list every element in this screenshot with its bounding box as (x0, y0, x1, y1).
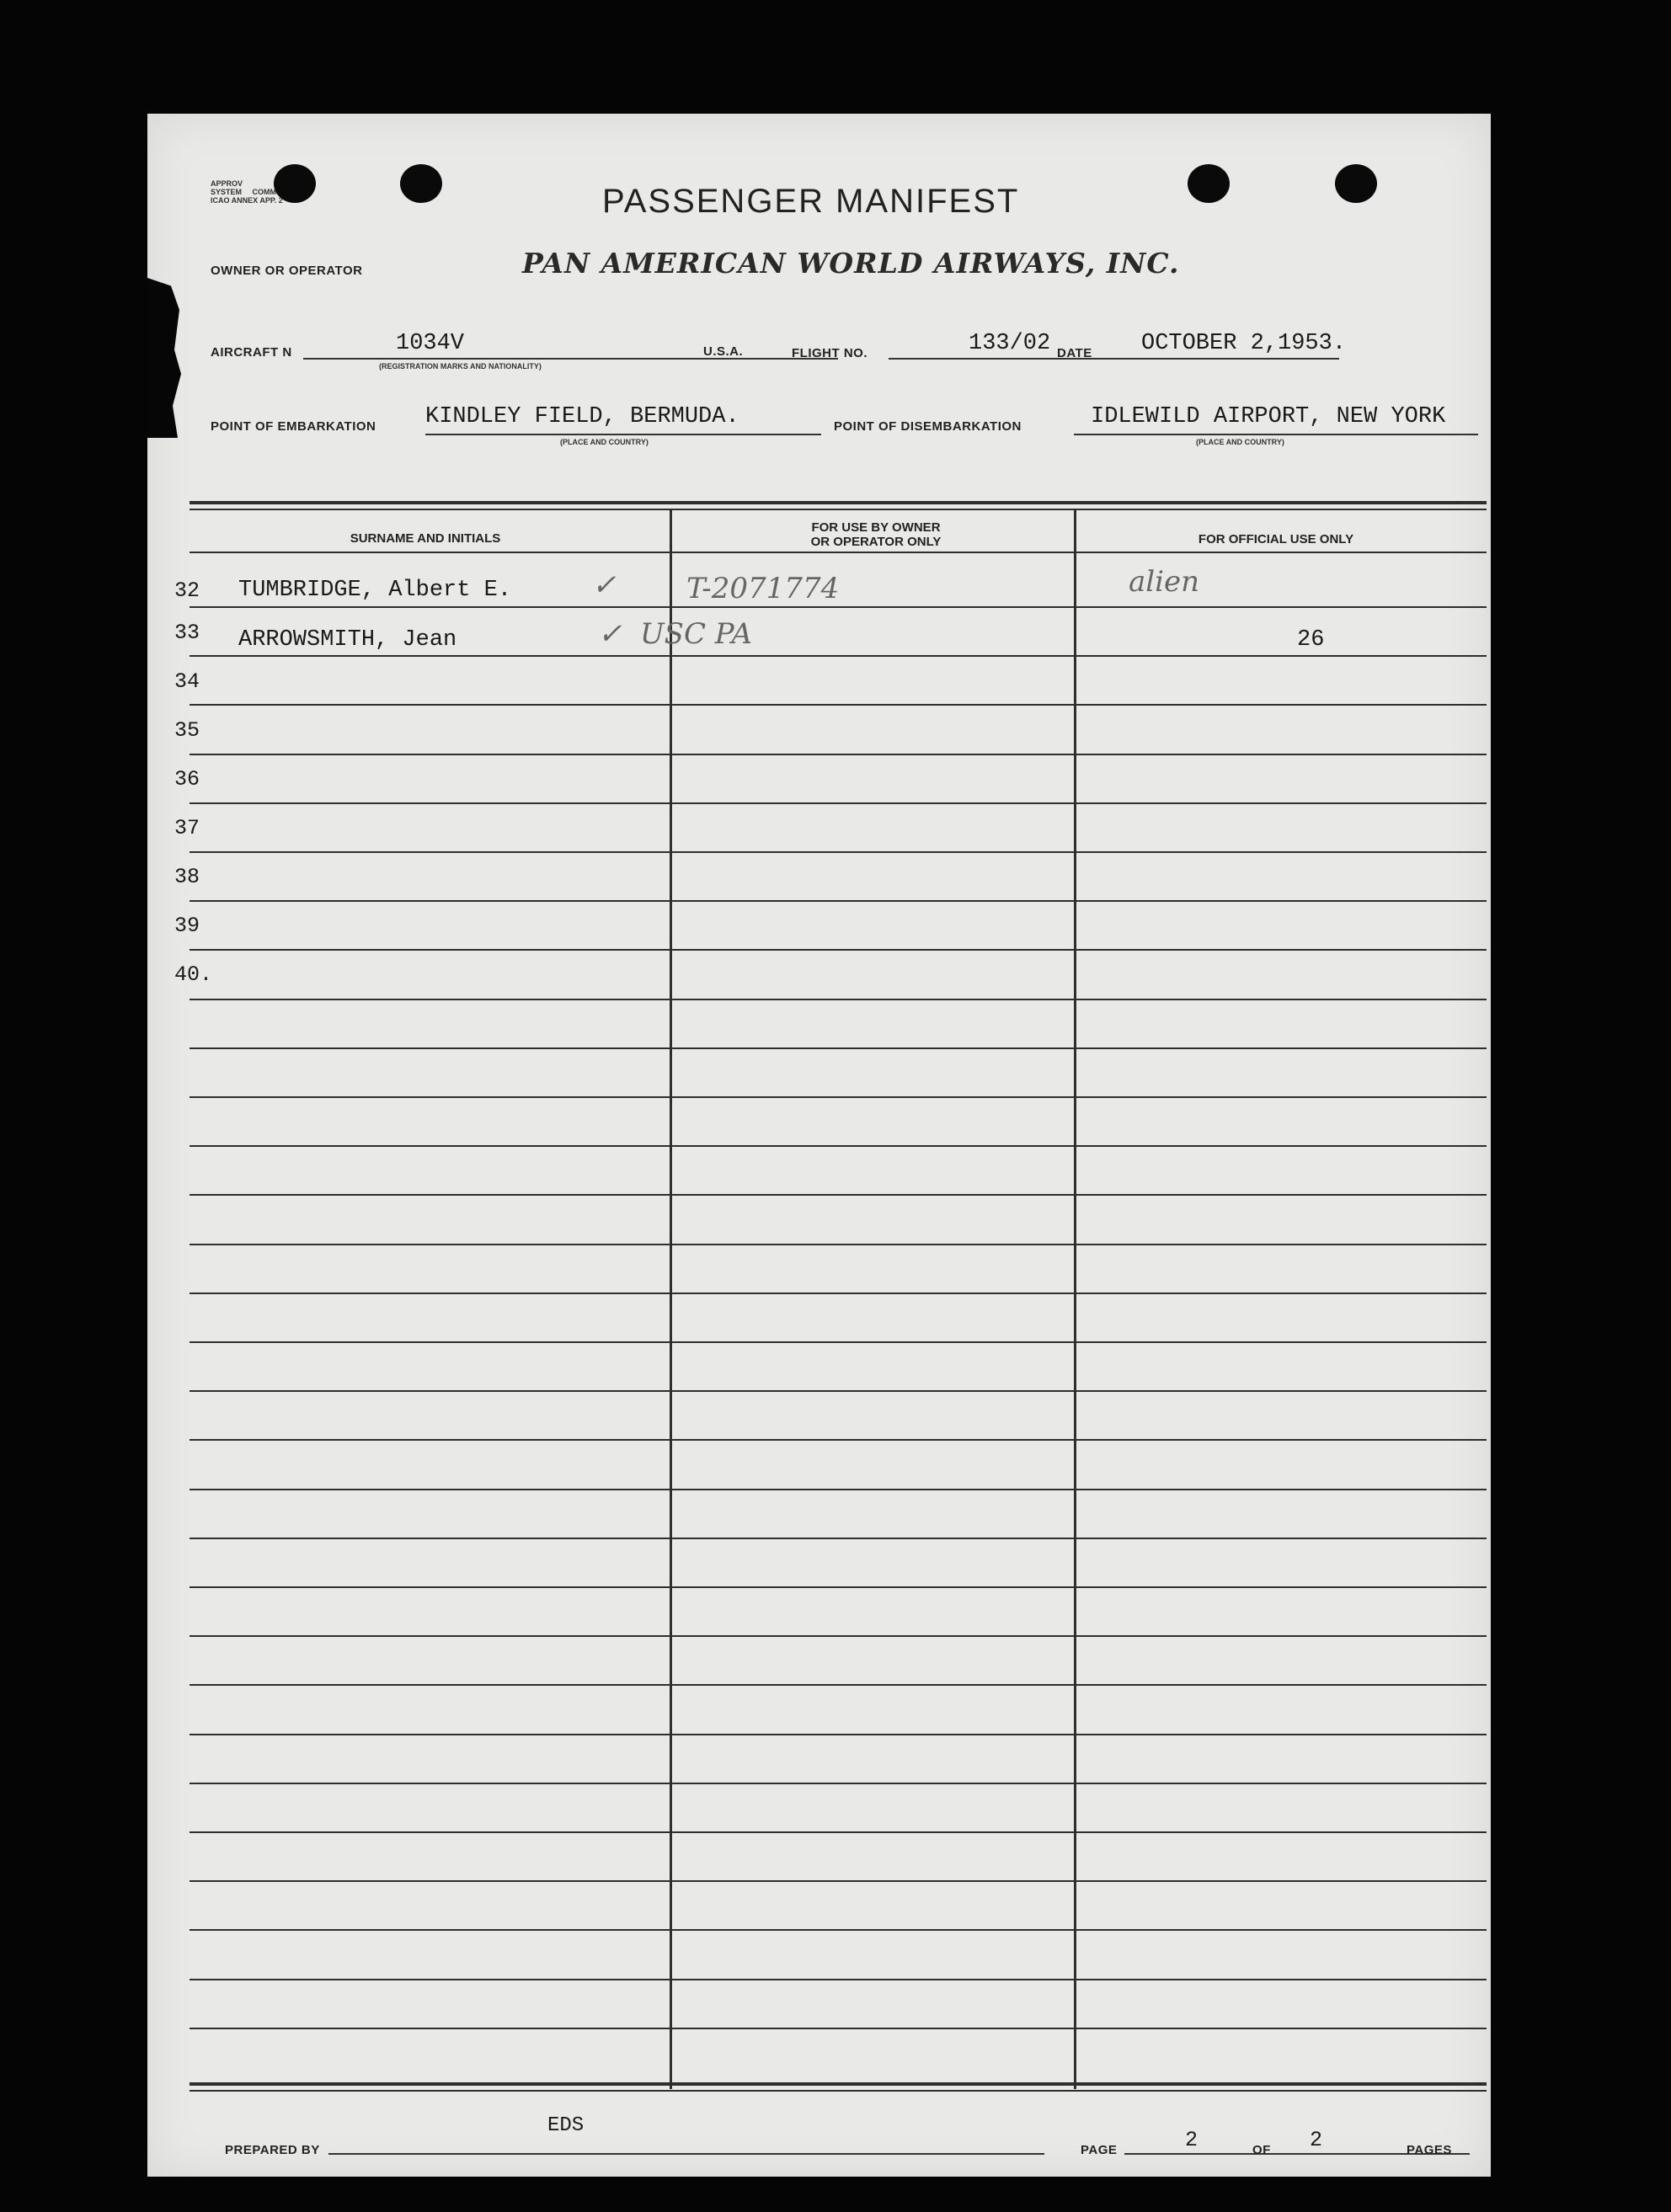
row-number: 32 (174, 578, 200, 603)
row-rule (190, 655, 1487, 657)
of-label: OF (1252, 2143, 1271, 2157)
row-number: 35 (174, 718, 200, 743)
page-value: 2 (1185, 2128, 1199, 2152)
flight-value: 133/02 (969, 331, 1051, 356)
embark-underline (425, 434, 821, 435)
date-value: OCTOBER 2,1953. (1141, 331, 1347, 356)
row-rule (190, 1145, 1487, 1147)
row-rule (190, 1929, 1487, 1931)
check-mark: ✓ (592, 568, 617, 602)
table-top-rule (190, 509, 1487, 510)
row-number: 39 (174, 914, 200, 938)
approval-line: COMM. (252, 188, 279, 196)
row-number: 37 (174, 816, 200, 840)
prepared-value: EDS (547, 2114, 585, 2137)
disembark-underline (1074, 434, 1478, 435)
row-rule (190, 1047, 1487, 1049)
row-rule (190, 1734, 1487, 1735)
disembark-value: IDLEWILD AIRPORT, NEW YORK (1091, 404, 1446, 429)
column-header-surname: SURNAME AND INITIALS (350, 531, 501, 546)
row-rule (190, 1293, 1487, 1294)
row-rule (190, 1684, 1487, 1686)
registration-note: (REGISTRATION MARKS AND NATIONALITY) (379, 362, 542, 370)
aircraft-underline (303, 358, 838, 360)
row-rule (190, 1538, 1487, 1539)
row-rule (190, 949, 1487, 951)
row-rule (190, 1783, 1487, 1784)
row-rule (190, 900, 1487, 902)
disembark-place-note: (PLACE AND COUNTRY) (1196, 438, 1284, 446)
approval-line: APPROV (211, 179, 243, 188)
row-rule (190, 1979, 1487, 1980)
aircraft-label: AIRCRAFT N (211, 345, 292, 360)
approval-line: ICAO ANNEX (211, 196, 259, 205)
manifest-sheet (147, 114, 1491, 2177)
row-number: 40. (174, 962, 213, 987)
prepared-label: PREPARED BY (225, 2143, 320, 2157)
disembark-label: POINT OF DISEMBARKATION (834, 419, 1022, 434)
column-header-owner (678, 520, 1074, 549)
punch-hole (400, 164, 442, 203)
torn-edge (147, 278, 181, 438)
row-rule (190, 1194, 1487, 1196)
of-value: 2 (1310, 2128, 1323, 2152)
page-label: PAGE (1081, 2143, 1118, 2157)
row-rule (190, 1831, 1487, 1833)
citizenship-note: USC PA (640, 617, 753, 651)
row-rule (190, 1635, 1487, 1637)
column-divider (1074, 510, 1076, 2089)
column-divider (670, 510, 672, 2089)
row-rule (190, 2028, 1487, 2029)
header-rule (190, 552, 1487, 553)
row-rule (190, 606, 1487, 608)
row-rule (190, 704, 1487, 706)
owner-label: OWNER OR OPERATOR (211, 264, 363, 278)
row-number: 38 (174, 865, 200, 889)
usa-label: U.S.A. (703, 344, 744, 359)
row-number: 36 (174, 767, 200, 792)
row-number: 34 (174, 669, 200, 694)
operator-name: PAN AMERICAN WORLD AIRWAYS, INC. (522, 247, 1180, 280)
row-number: 33 (174, 621, 200, 645)
column-header-owner-line: OR OPERATOR ONLY (810, 535, 942, 549)
prepared-underline (328, 2153, 1044, 2155)
row-rule (190, 1439, 1487, 1441)
column-header-owner-line: FOR USE BY OWNER (811, 520, 941, 535)
row-rule (190, 802, 1487, 804)
document-number: T-2071774 (686, 572, 840, 605)
flight-underline (889, 358, 1339, 360)
row-rule (190, 1341, 1487, 1343)
embark-value: KINDLEY FIELD, BERMUDA. (425, 404, 739, 429)
passenger-name: TUMBRIDGE, Albert E. (238, 578, 512, 603)
table-bottom-rule (190, 2082, 1487, 2086)
row-rule (190, 754, 1487, 755)
table-top-rule (190, 501, 1487, 504)
row-rule (190, 1489, 1487, 1490)
row-rule (190, 1390, 1487, 1392)
flight-label: FLIGHT NO. (792, 346, 868, 360)
punch-hole (1335, 164, 1377, 203)
passenger-name: ARROWSMITH, Jean (238, 627, 457, 653)
column-header-official: FOR OFFICIAL USE ONLY (1198, 532, 1354, 546)
punch-hole (1188, 164, 1230, 203)
embark-label: POINT OF EMBARKATION (211, 419, 376, 434)
pages-label: PAGES (1407, 2143, 1452, 2157)
date-label: DATE (1057, 346, 1092, 360)
row-rule (190, 1586, 1487, 1588)
page-title: PASSENGER MANIFEST (602, 183, 1020, 220)
approval-line: SYSTEM (211, 188, 243, 196)
check-mark: ✓ (598, 617, 622, 651)
row-rule (190, 1880, 1487, 1882)
row-rule (190, 1244, 1487, 1245)
approval-note (211, 179, 283, 205)
embark-place-note: (PLACE AND COUNTRY) (560, 438, 649, 446)
row-rule (190, 851, 1487, 853)
row-rule (190, 999, 1487, 1000)
row-rule (190, 1096, 1487, 1098)
table-bottom-rule (190, 2090, 1487, 2092)
official-annotation: alien (1129, 565, 1200, 599)
aircraft-value: 1034V (396, 331, 465, 356)
approval-line: APP. 2 (259, 196, 283, 205)
official-annotation: 26 (1297, 627, 1325, 653)
